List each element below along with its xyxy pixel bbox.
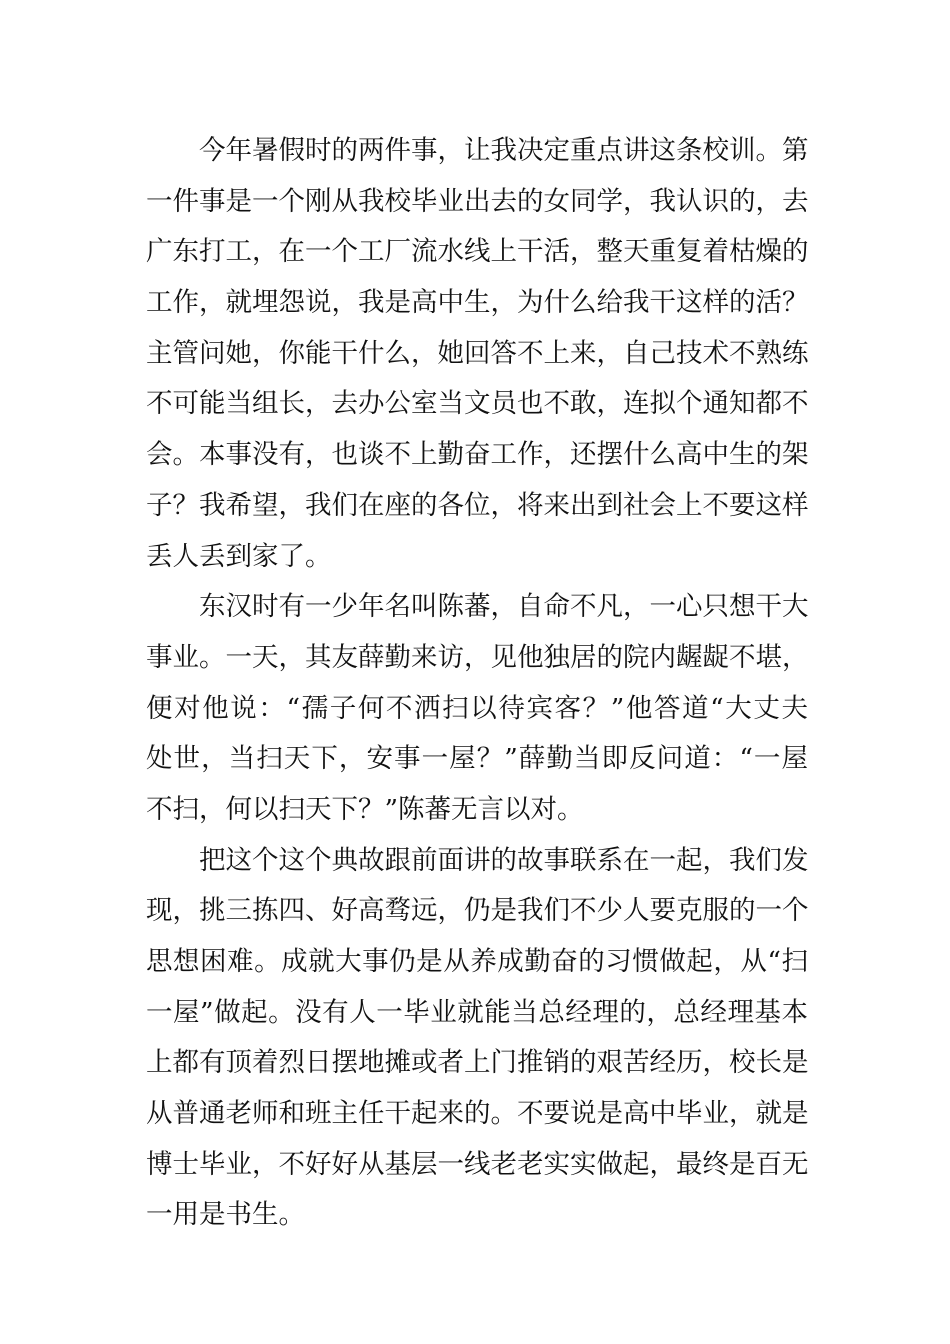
paragraph-line: 把这个这个典故跟前面讲的故事联系在一起，我们发 — [199, 844, 809, 876]
paragraph-line: 今年暑假时的两件事，让我决定重点讲这条校训。第 — [199, 135, 809, 166]
paragraph-line: 广东打工，在一个工厂流水线上干活，整天重复着枯燥的 — [146, 236, 809, 268]
paragraph-line: 东汉时有一少年名叫陈蕃，自命不凡，一心只想干大 — [199, 591, 809, 623]
paragraph-2 — [146, 582, 808, 835]
paragraph-line: 丢人丢到家了。 — [146, 540, 332, 572]
paragraph-line: 会。本事没有，也谈不上勤奋工作，还摆什么高中生的架 — [146, 439, 809, 471]
paragraph-line: 一件事是一个刚从我校毕业出去的女同学，我认识的，去 — [146, 185, 809, 217]
paragraph-line: 工作，就埋怨说，我是高中生，为什么给我干这样的活？ — [146, 287, 809, 319]
paragraph-line: 一用是书生。 — [146, 1199, 305, 1231]
paragraph-line: 现，挑三拣四、好高骛远，仍是我们不少人要克服的一个 — [146, 895, 809, 927]
paragraph-line: 主管问她，你能干什么，她回答不上来，自己技术不熟练 — [146, 337, 809, 369]
paragraph-line: 便对他说：“孺子何不洒扫以待宾客？”他答道“大丈夫 — [146, 692, 808, 724]
paragraph-line: 上都有顶着烈日摆地摊或者上门推销的艰苦经历，校长是 — [146, 1047, 809, 1079]
paragraph-line: 不扫，何以扫天下？”陈蕃无言以对。 — [146, 793, 584, 825]
paragraph-line: 事业。一天，其友薛勤来访，见他独居的院内龌龊不堪， — [146, 641, 809, 673]
paragraph-line: 思想困难。成就大事仍是从养成勤奋的习惯做起，从“扫 — [146, 946, 808, 977]
paragraph-line: 子？我希望，我们在座的各位，将来出到社会上不要这样 — [146, 489, 809, 521]
body-text — [146, 126, 808, 1241]
paragraph-line: 从普通老师和班主任干起来的。不要说是高中毕业，就是 — [146, 1098, 809, 1130]
paragraph-1 — [146, 126, 808, 582]
paragraph-line: 一屋”做起。没有人一毕业就能当总经理的，总经理基本 — [146, 996, 808, 1028]
paragraph-line: 处世，当扫天下，安事一屋？”薛勤当即反问道：“一屋 — [146, 743, 808, 775]
paragraph-3 — [146, 836, 808, 1242]
paragraph-line: 不可能当组长，去办公室当文员也不敢，连拟个通知都不 — [146, 388, 809, 420]
paragraph-line: 博士毕业，不好好从基层一线老老实实做起，最终是百无 — [146, 1148, 809, 1180]
